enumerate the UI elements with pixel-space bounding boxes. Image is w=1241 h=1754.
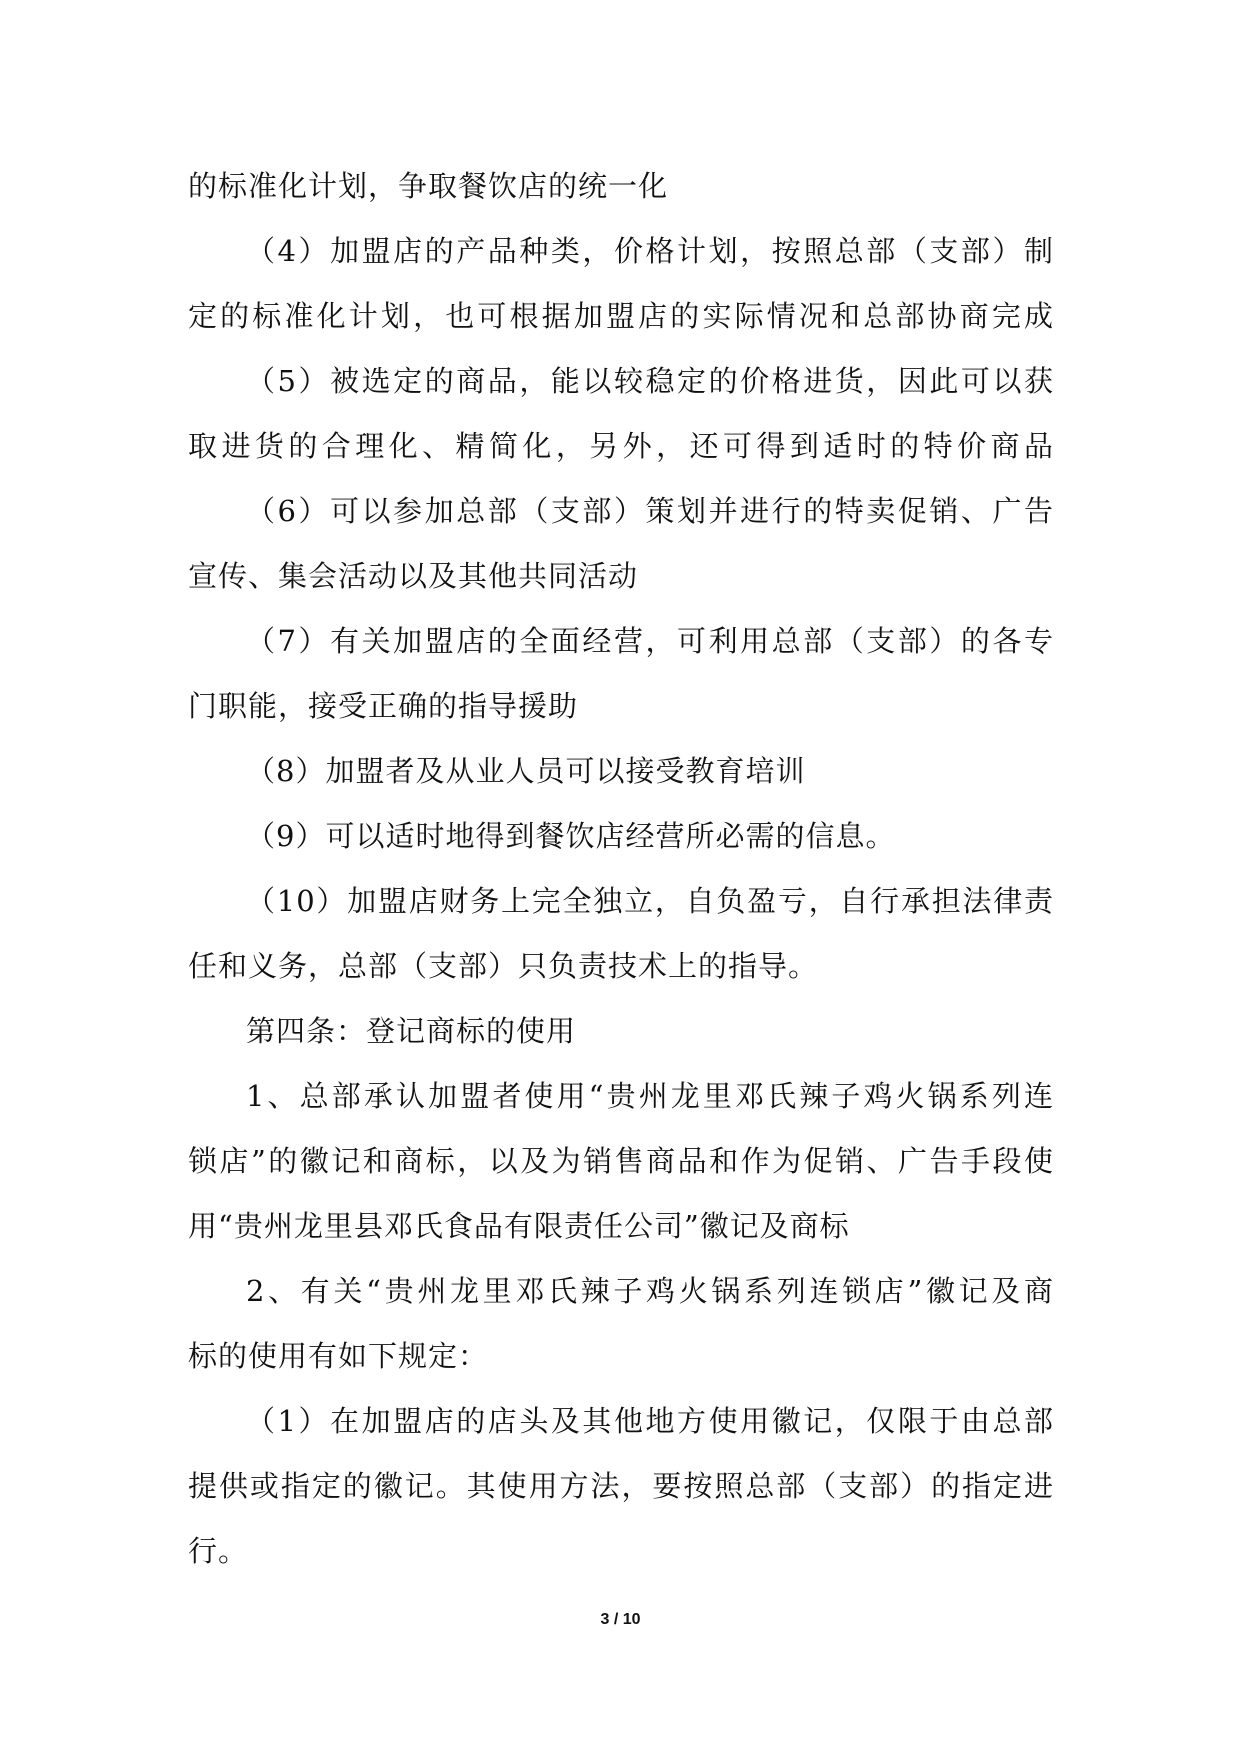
text-line: 1、总部承认加盟者使用“贵州龙里邓氏辣子鸡火锅系列连 xyxy=(246,1079,1054,1113)
page-number: 3 / 10 xyxy=(600,1611,641,1628)
text-line: 锁店”的徽记和商标，以及为销售商品和作为促销、广告手段使 xyxy=(188,1144,1054,1178)
text-line: （6）可以参加总部（支部）策划并进行的特卖促销、广告 xyxy=(246,494,1054,528)
text-line: （8）加盟者及从业人员可以接受教育培训 xyxy=(246,754,806,788)
text-line: （4）加盟店的产品种类，价格计划，按照总部（支部）制 xyxy=(246,234,1054,268)
text-line: 2、有关“贵州龙里邓氏辣子鸡火锅系列连锁店”徽记及商 xyxy=(246,1274,1054,1308)
text-line: （7）有关加盟店的全面经营，可利用总部（支部）的各专 xyxy=(246,624,1054,658)
text-line: （1）在加盟店的店头及其他地方使用徽记，仅限于由总部 xyxy=(246,1404,1054,1438)
text-line: （10）加盟店财务上完全独立，自负盈亏，自行承担法律责 xyxy=(246,884,1054,918)
text-line: 宣传、集会活动以及其他共同活动 xyxy=(188,559,639,593)
document-body xyxy=(188,154,1054,1584)
text-line: 行。 xyxy=(188,1534,249,1568)
text-line: 门职能，接受正确的指导援助 xyxy=(188,689,579,723)
text-line: 标的使用有如下规定： xyxy=(188,1339,489,1373)
text-line: 取进货的合理化、精简化，另外，还可得到适时的特价商品 xyxy=(188,429,1054,463)
text-line: 定的标准化计划，也可根据加盟店的实际情况和总部协商完成 xyxy=(188,299,1054,333)
text-line: 的标准化计划，争取餐饮店的统一化 xyxy=(188,169,669,203)
text-line: 用“贵州龙里县邓氏食品有限责任公司”徽记及商标 xyxy=(188,1209,850,1243)
text-line: （5）被选定的商品，能以较稳定的价格进货，因此可以获 xyxy=(246,364,1054,398)
text-line: 提供或指定的徽记。其使用方法，要按照总部（支部）的指定进 xyxy=(188,1469,1054,1503)
section-heading: 第四条：登记商标的使用 xyxy=(246,1014,577,1048)
text-line: （9）可以适时地得到餐饮店经营所必需的信息。 xyxy=(246,819,896,853)
text-line: 任和义务，总部（支部）只负责技术上的指导。 xyxy=(188,949,819,983)
